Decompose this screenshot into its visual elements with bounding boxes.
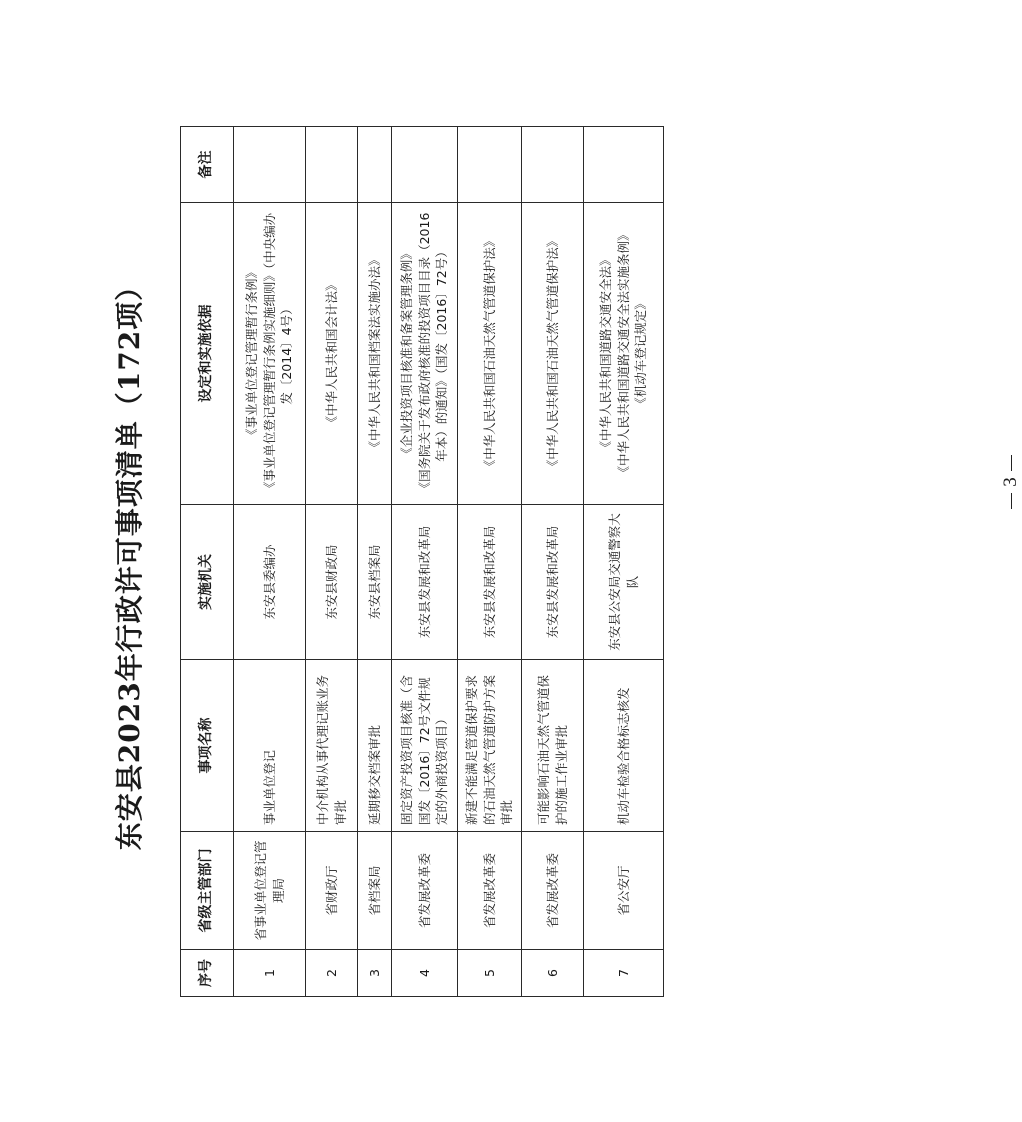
table-row	[358, 127, 392, 997]
dash-left	[1011, 493, 1012, 509]
cell-dept: 省财政厅	[306, 832, 358, 950]
cell-agency: 东安县财政局	[306, 505, 358, 660]
cell-name: 可能影响石油天然气管道保护的施工作业审批	[522, 660, 584, 832]
cell-note	[584, 127, 664, 203]
cell-agency: 东安县发展和改革局	[458, 505, 522, 660]
cell-dept: 省发展改革委	[458, 832, 522, 950]
cell-dept: 省档案局	[358, 832, 392, 950]
cell-note	[392, 127, 458, 203]
header-agency: 实施机关	[181, 505, 234, 660]
cell-name: 机动车检验合格标志核发	[584, 660, 664, 832]
table-row	[522, 127, 584, 997]
basis-line: 《中华人民共和国会计法》	[323, 278, 339, 429]
cell-basis	[234, 203, 306, 505]
header-basis: 设定和实施依据	[181, 203, 234, 505]
basis-line: 《中华人民共和国档案法实施办法》	[366, 253, 382, 454]
cell-dept: 省事业单位登记管理局	[234, 832, 306, 950]
table-body	[234, 127, 664, 997]
cell-name: 新建不能满足管道保护要求的石油天然气管道防护方案审批	[458, 660, 522, 832]
cell-basis	[392, 203, 458, 505]
cell-basis	[584, 203, 664, 505]
cell-no: 4	[392, 950, 458, 997]
cell-agency: 东安县公安局交通警察大队	[584, 505, 664, 660]
cell-basis	[522, 203, 584, 505]
table-row	[234, 127, 306, 997]
basis-line: 《企业投资项目核准和备案管理条例》	[399, 247, 415, 460]
page-title: 东安县2023年行政许可事项清单（172项）	[113, 271, 146, 851]
cell-note	[522, 127, 584, 203]
cell-dept: 省发展改革委	[522, 832, 584, 950]
cell-name: 延期移交档案审批	[358, 660, 392, 832]
table-row	[306, 127, 358, 997]
basis-line: 《机动车登记规定》	[633, 297, 649, 410]
cell-note	[234, 127, 306, 203]
basis-line: 《中华人民共和国道路交通安全法实施条例》	[615, 228, 631, 479]
cell-note	[306, 127, 358, 203]
basis-line: 《中华人民共和国道路交通安全法》	[598, 253, 614, 454]
table-header-row	[181, 127, 234, 997]
cell-note	[358, 127, 392, 203]
page-number	[1000, 447, 1022, 517]
dash-right	[1011, 455, 1012, 471]
cell-no: 1	[234, 950, 306, 997]
table-row	[584, 127, 664, 997]
table-row	[458, 127, 522, 997]
cell-basis	[306, 203, 358, 505]
cell-agency: 东安县档案局	[358, 505, 392, 660]
cell-agency: 东安县发展和改革局	[522, 505, 584, 660]
cell-agency: 东安县委编办	[234, 505, 306, 660]
basis-line: 《事业单位登记管理暂行条例实施细则》（中央编办发〔2014〕4号）	[261, 212, 295, 495]
permit-table	[180, 126, 664, 997]
cell-name: 固定资产投资项目核准（含国发〔2016〕72号文件规定的外商投资项目）	[392, 660, 458, 832]
header-dept: 省级主管部门	[181, 832, 234, 950]
cell-no: 7	[584, 950, 664, 997]
cell-name: 事业单位登记	[234, 660, 306, 832]
header-no: 序号	[181, 950, 234, 997]
cell-basis	[458, 203, 522, 505]
cell-agency: 东安县发展和改革局	[392, 505, 458, 660]
cell-no: 6	[522, 950, 584, 997]
cell-dept: 省发展改革委	[392, 832, 458, 950]
cell-no: 3	[358, 950, 392, 997]
cell-no: 5	[458, 950, 522, 997]
cell-basis	[358, 203, 392, 505]
cell-name: 中介机构从事代理记账业务审批	[306, 660, 358, 832]
cell-dept: 省公安厅	[584, 832, 664, 950]
basis-line: 《事业单位登记管理暂行条例》	[244, 266, 260, 442]
header-note: 备注	[181, 127, 234, 203]
cell-no: 2	[306, 950, 358, 997]
table-row	[392, 127, 458, 997]
basis-line: 《中华人民共和国石油天然气管道保护法》	[481, 234, 497, 473]
cell-note	[458, 127, 522, 203]
basis-line: 《中华人民共和国石油天然气管道保护法》	[544, 234, 560, 473]
header-name: 事项名称	[181, 660, 234, 832]
page-number-text: 3	[1000, 477, 1021, 487]
basis-line: 《国务院关于发布政府核准的投资项目目录（2016年本）的通知》（国发〔2016〕72号）	[416, 212, 450, 495]
